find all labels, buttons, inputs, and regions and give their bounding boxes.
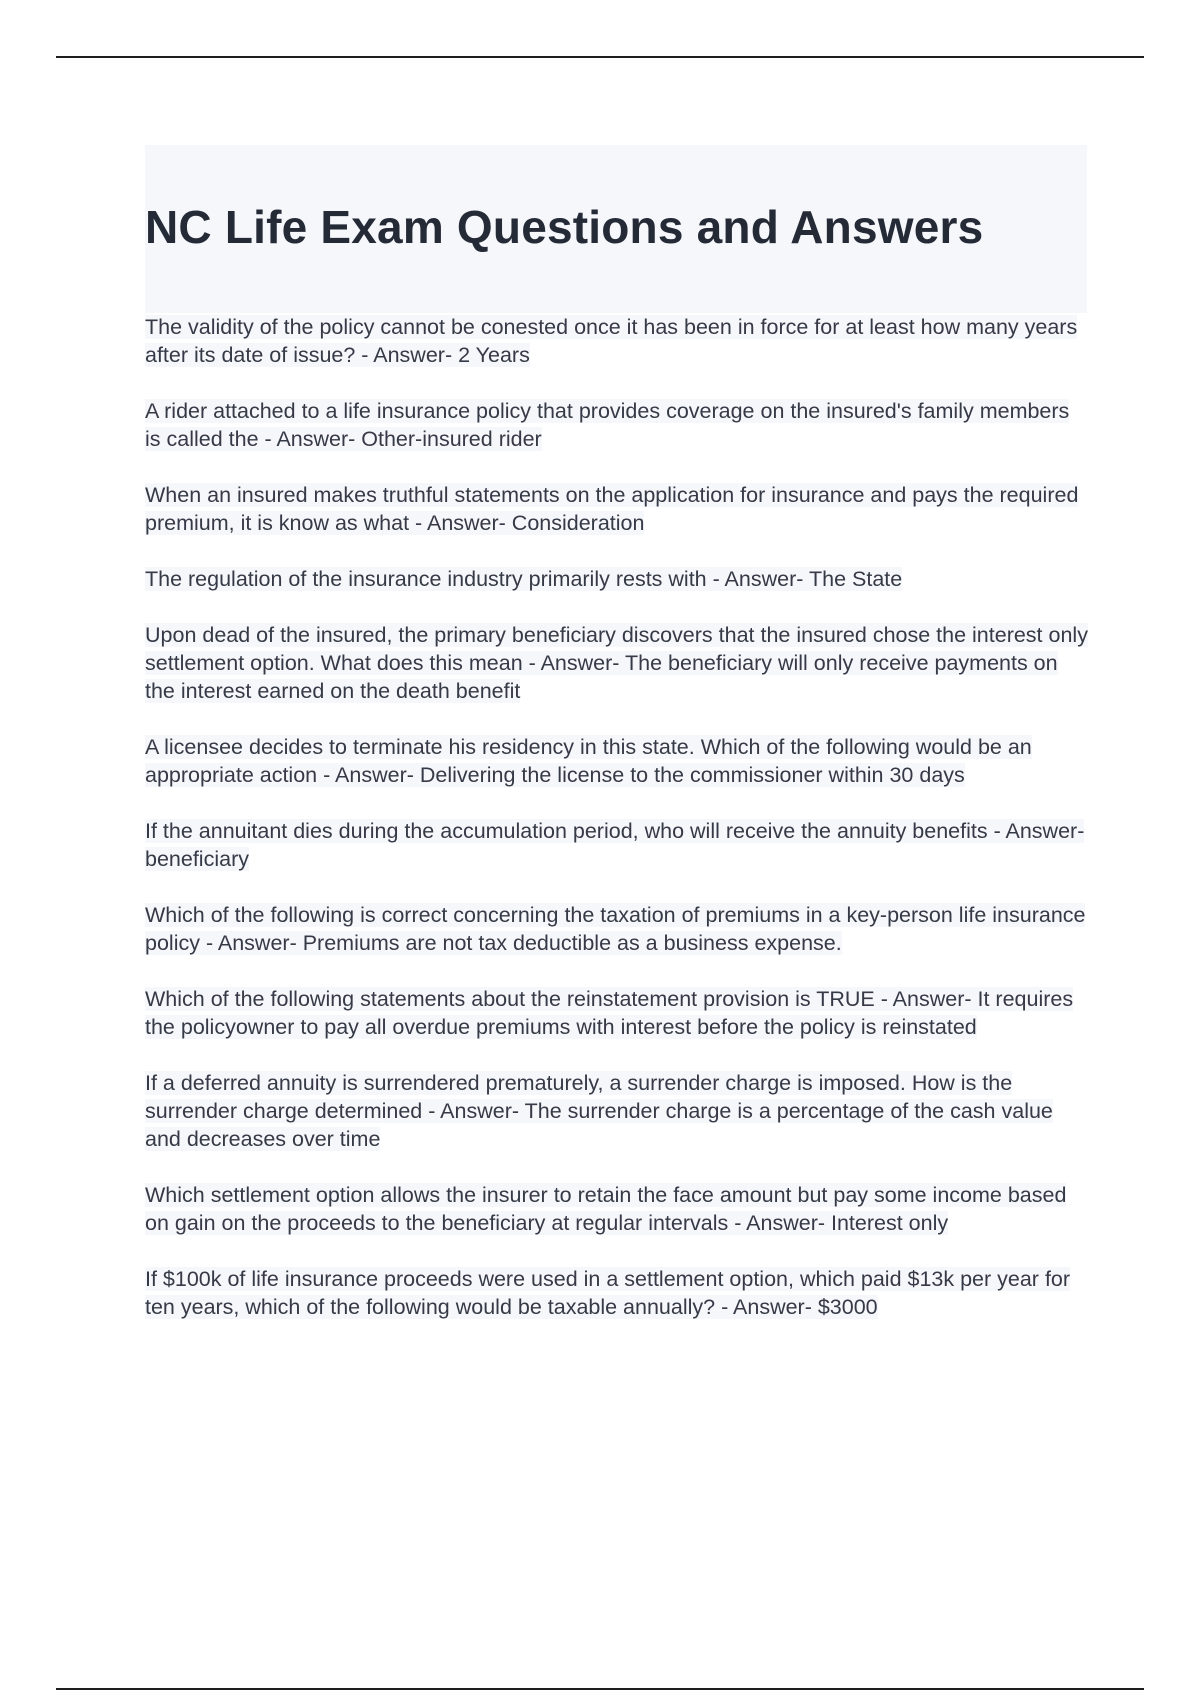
qa-text: Which of the following statements about the reinstatement provision is TRUE - Answer- It requires the policyowner to pay all overdue premiums with interest before the policy is reinstated xyxy=(145,987,1074,1039)
footer-rule xyxy=(56,1688,1144,1690)
qa-item xyxy=(145,1181,1090,1237)
qa-text: Which of the following is correct concerning the taxation of premiums in a key-person life insurance policy - Answer- Premiums are not tax deductible as a business expense. xyxy=(145,903,1086,955)
qa-item xyxy=(145,481,1090,537)
qa-text: The validity of the policy cannot be conested once it has been in force for at least how many years after its date of issue? - Answer- 2 Years xyxy=(145,315,1078,367)
qa-list xyxy=(145,313,1090,1349)
qa-item xyxy=(145,985,1090,1041)
header-rule xyxy=(56,56,1144,58)
qa-text: If the annuitant dies during the accumulation period, who will receive the annuity benefits - Answer- beneficiary xyxy=(145,819,1085,871)
qa-text: If a deferred annuity is surrendered prematurely, a surrender charge is imposed. How is the surrender charge determined - Answer- The surrender charge is a percentage of the cash value and decreases over time xyxy=(145,1071,1053,1151)
qa-text: A licensee decides to terminate his residency in this state. Which of the following would be an appropriate action - Answer- Delivering the license to the commissioner within 30 days xyxy=(145,735,1032,787)
qa-item xyxy=(145,901,1090,957)
qa-text: Upon dead of the insured, the primary beneficiary discovers that the insured chose the interest only settlement option. What does this mean - Answer- The beneficiary will only receive payments on the interest earned on the death benefit xyxy=(145,623,1088,703)
qa-item xyxy=(145,1265,1090,1321)
qa-text: The regulation of the insurance industry primarily rests with - Answer- The State xyxy=(145,567,903,591)
qa-text: A rider attached to a life insurance policy that provides coverage on the insured's family members is called the - Answer- Other-insured rider xyxy=(145,399,1070,451)
qa-item xyxy=(145,1069,1090,1153)
qa-text: Which settlement option allows the insurer to retain the face amount but pay some income based on gain on the proceeds to the beneficiary at regular intervals - Answer- Interest only xyxy=(145,1183,1067,1235)
qa-item xyxy=(145,733,1090,789)
qa-item xyxy=(145,397,1090,453)
qa-item xyxy=(145,817,1090,873)
page-title: NC Life Exam Questions and Answers xyxy=(145,201,984,253)
qa-item xyxy=(145,565,1090,593)
qa-text: If $100k of life insurance proceeds were used in a settlement option, which paid $13k per year for ten years, which of the following would be taxable annually? - Answer- $3000 xyxy=(145,1267,1071,1319)
qa-text: When an insured makes truthful statements on the application for insurance and pays the required premium, it is know as what - Answer- Consideration xyxy=(145,483,1079,535)
qa-item xyxy=(145,313,1090,369)
qa-item xyxy=(145,621,1090,705)
